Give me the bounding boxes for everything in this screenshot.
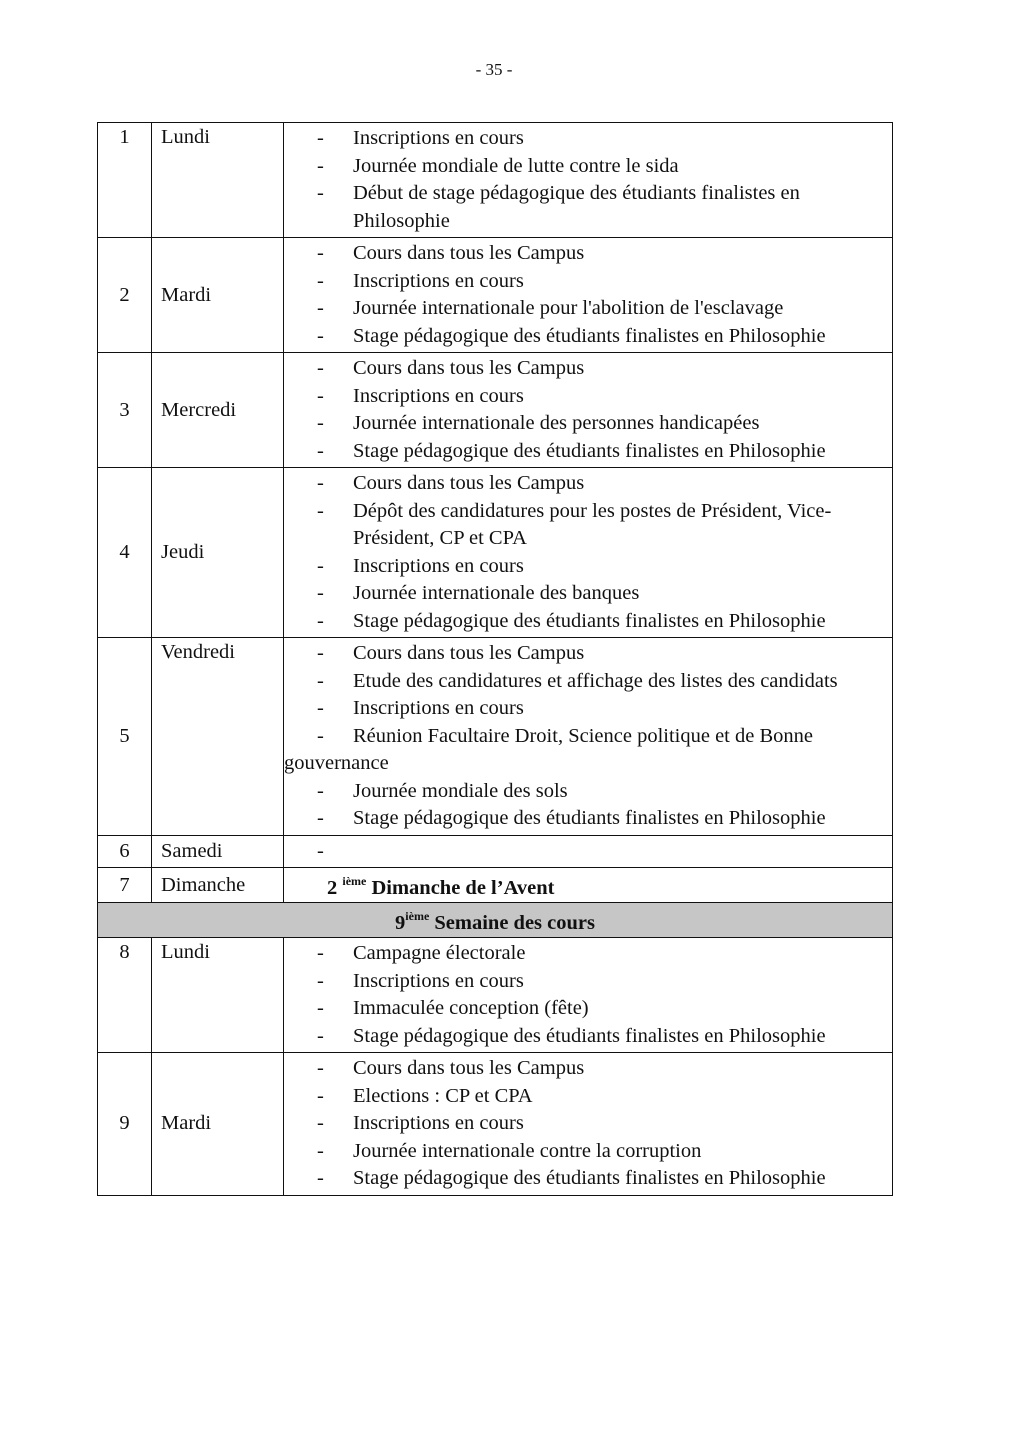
event-item: - Journée mondiale de lutte contre le sida <box>317 153 884 181</box>
event-item: - Stage pédagogique des étudiants finalistes en Philosophie <box>317 608 884 636</box>
week-header-row <box>98 903 893 938</box>
event-item: - Etude des candidatures et affichage des listes des candidats <box>317 668 884 696</box>
event-text-continuation: gouvernance <box>284 752 389 774</box>
event-item: - Cours dans tous les Campus <box>317 240 884 268</box>
table-row <box>98 238 893 353</box>
event-text: Réunion Facultaire Droit, Science politique et de Bonne <box>353 724 813 747</box>
event-item: - Inscriptions en cours <box>317 695 884 723</box>
day-name: Mercredi <box>152 353 284 468</box>
table-row <box>98 1053 893 1196</box>
day-events <box>284 938 893 1053</box>
event-item: - Immaculée conception (fête) <box>317 995 884 1023</box>
calendar-table <box>97 122 893 1196</box>
event-item: - Inscriptions en cours <box>317 125 884 153</box>
day-name: Mardi <box>152 1053 284 1196</box>
event-item: - Stage pédagogique des étudiants finalistes en Philosophie <box>317 438 884 466</box>
table-row <box>98 638 893 836</box>
sunday-label: 2 $^{ième}$ Dimanche de l’Avent <box>284 868 893 903</box>
day-number: 7 <box>98 868 152 903</box>
event-item: - Cours dans tous les Campus <box>317 640 884 668</box>
day-events <box>284 638 893 836</box>
table-row <box>98 938 893 1053</box>
day-number: 5 <box>98 638 152 836</box>
table-row <box>98 835 893 868</box>
day-number: 6 <box>98 835 152 868</box>
day-events <box>284 468 893 638</box>
event-item: - Stage pédagogique des étudiants finalistes en Philosophie <box>317 805 884 833</box>
day-name: Jeudi <box>152 468 284 638</box>
event-item: - Journée internationale contre la corruption <box>317 1138 884 1166</box>
event-item: - Dépôt des candidatures pour les postes de Président, Vice-Président, CP et CPA <box>317 498 884 553</box>
event-item: - Elections : CP et CPA <box>317 1083 884 1111</box>
day-name: Vendredi <box>152 638 284 836</box>
event-item: - Campagne électorale <box>317 940 884 968</box>
day-number: 3 <box>98 353 152 468</box>
day-name: Lundi <box>152 938 284 1053</box>
day-events <box>284 835 893 868</box>
event-item: - Stage pédagogique des étudiants finalistes en Philosophie <box>317 323 884 351</box>
event-item: - Inscriptions en cours <box>317 968 884 996</box>
event-item: - Début de stage pédagogique des étudiants finalistes en Philosophie <box>317 180 884 235</box>
day-name: Dimanche <box>152 868 284 903</box>
week-header: 9ième Semaine des cours <box>98 903 893 938</box>
event-item: - Inscriptions en cours <box>317 553 884 581</box>
table-row <box>98 868 893 903</box>
event-item: - Journée internationale des banques <box>317 580 884 608</box>
event-item: - Inscriptions en cours <box>317 268 884 296</box>
day-name: Samedi <box>152 835 284 868</box>
day-events <box>284 123 893 238</box>
event-item: - Inscriptions en cours <box>317 383 884 411</box>
day-events <box>284 1053 893 1196</box>
day-events <box>284 238 893 353</box>
event-item: - Cours dans tous les Campus <box>317 470 884 498</box>
day-number: 9 <box>98 1053 152 1196</box>
event-item: - Stage pédagogique des étudiants finalistes en Philosophie <box>317 1023 884 1051</box>
event-item: - Stage pédagogique des étudiants finalistes en Philosophie <box>317 1165 884 1193</box>
day-number: 1 <box>98 123 152 238</box>
day-number: 8 <box>98 938 152 1053</box>
event-item: - Journée internationale pour l'abolition de l'esclavage <box>317 295 884 323</box>
table-row <box>98 353 893 468</box>
day-number: 4 <box>98 468 152 638</box>
event-item: - Cours dans tous les Campus <box>317 355 884 383</box>
table-row <box>98 468 893 638</box>
day-events <box>284 353 893 468</box>
day-name: Mardi <box>152 238 284 353</box>
day-number: 2 <box>98 238 152 353</box>
event-item: - Inscriptions en cours <box>317 1110 884 1138</box>
event-item: - Journée internationale des personnes handicapées <box>317 410 884 438</box>
event-item-hanging: - Réunion Facultaire Droit, Science politique et de Bonne gouvernance <box>317 723 884 778</box>
event-item: - Journée mondiale des sols <box>317 778 884 806</box>
page-number: - 35 - <box>475 60 513 79</box>
day-name: Lundi <box>152 123 284 238</box>
empty-event: - <box>317 839 324 862</box>
event-item: - Cours dans tous les Campus <box>317 1055 884 1083</box>
table-row <box>98 123 893 238</box>
